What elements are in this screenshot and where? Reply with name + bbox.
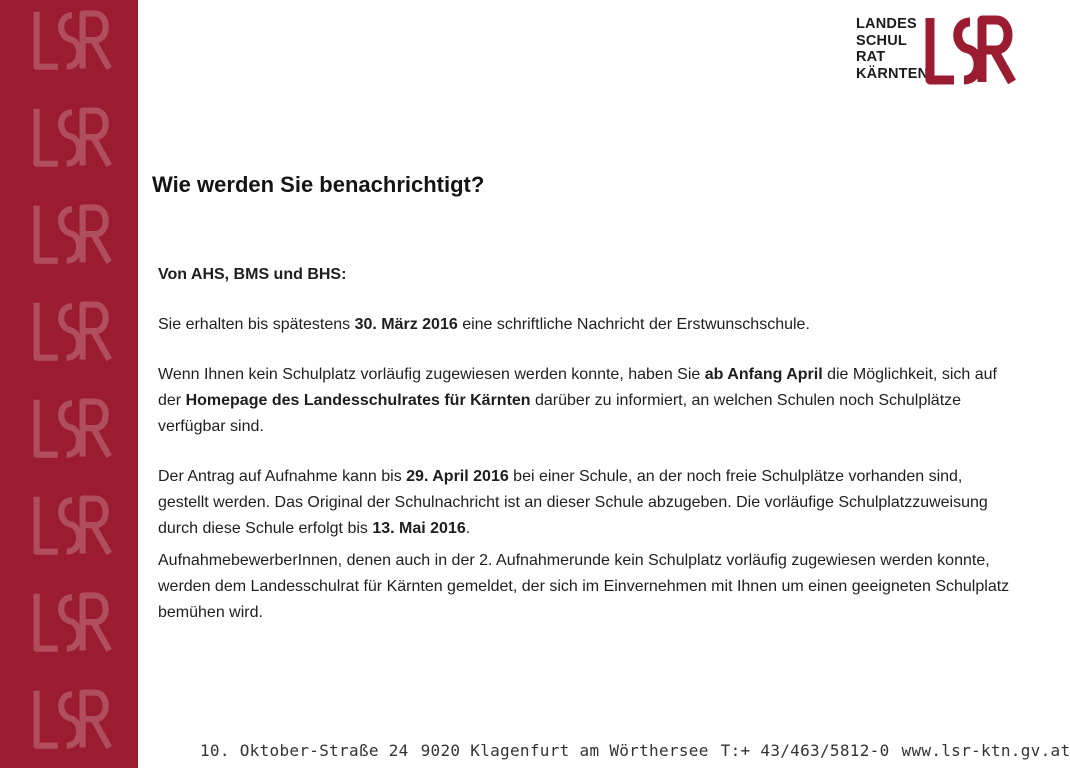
paragraph-2-text-2: die Möglichkeit, sich auf der bbox=[158, 366, 997, 409]
lsr-logo-mark bbox=[924, 16, 1016, 86]
paragraph-3-text-1: Der Antrag auf Aufnahme kann bis bbox=[158, 468, 407, 485]
lsr-watermark-icon bbox=[30, 204, 114, 266]
footer-web[interactable]: www.lsr-ktn.gv.at bbox=[901, 740, 1070, 760]
lsr-watermark-icon bbox=[30, 10, 114, 72]
lsr-watermark-icon bbox=[30, 301, 114, 363]
paragraph-2-bold-1: ab Anfang April bbox=[704, 366, 823, 383]
paragraph-1-text-1: Sie erhalten bis spätestens bbox=[158, 316, 355, 333]
footer bbox=[200, 736, 1070, 764]
subheading: Von AHS, BMS und BHS: bbox=[158, 266, 347, 283]
paragraph-1 bbox=[158, 312, 1014, 338]
logo-line-2: SCHUL bbox=[856, 32, 907, 49]
lsr-watermark-icon bbox=[30, 495, 114, 557]
paragraph-3-bold-2: 13. Mai 2016 bbox=[372, 520, 466, 537]
paragraph-2 bbox=[158, 362, 1014, 440]
paragraph-4: AufnahmebewerberInnen, denen auch in der 2. Aufnahmerunde kein Schulplatz vorläufig zugewiesen werden konnte, werden dem Landesschulrat für Kärnten gemeldet, der sich im Einvernehmen mit Ihnen um einen geeigneten Schulplatz bemühen wird. bbox=[158, 552, 1010, 621]
logo-wordmark bbox=[856, 16, 928, 82]
paragraph-3-text-2: bei einer Schule, an der noch freie Schulplätze vorhanden sind, gestellt werden. Das Original der Schulnachricht ist an dieser Schule abzugeben. Die vorläufige Schulplatzzuweisung durch diese Schule erfolgt bis bbox=[158, 468, 988, 537]
lsr-watermark-icon bbox=[30, 592, 114, 654]
footer-city: 9020 Klagenfurt am Wörthersee bbox=[420, 740, 709, 760]
lsr-watermark-icon bbox=[30, 107, 114, 169]
footer-address: 10. Oktober-Straße 24 bbox=[200, 740, 409, 760]
logo-line-1: LANDES bbox=[856, 16, 917, 32]
paragraph-3-text-3: . bbox=[465, 520, 471, 537]
paragraph-2-text-3: darüber zu informiert, an welchen Schulen noch Schulplätze verfügbar sind. bbox=[158, 392, 962, 435]
page-title: Wie werden Sie benachrichtigt? bbox=[152, 172, 485, 197]
lsr-watermark-icon bbox=[30, 398, 114, 460]
paragraph-3 bbox=[158, 464, 1014, 542]
content bbox=[158, 262, 1014, 626]
logo-line-3: RAT bbox=[856, 49, 886, 65]
lsr-watermark-icon bbox=[30, 689, 114, 751]
logo bbox=[856, 16, 1016, 88]
paragraph-2-text-1: Wenn Ihnen kein Schulplatz vorläufig zugewiesen werden konnte, haben Sie bbox=[158, 366, 705, 383]
paragraph-1-bold-1: 30. März 2016 bbox=[354, 316, 458, 333]
paragraph-3-bold-1: 29. April 2016 bbox=[406, 468, 509, 485]
paragraph-1-text-2: eine schriftliche Nachricht der Erstwunschschule. bbox=[457, 316, 810, 333]
paragraph-2-bold-2: Homepage des Landesschulrates für Kärnten bbox=[185, 392, 531, 409]
logo-line-4: KÄRNTEN bbox=[856, 65, 929, 82]
footer-phone: T:+ 43/463/5812-0 bbox=[720, 740, 890, 760]
side-band bbox=[0, 0, 138, 768]
